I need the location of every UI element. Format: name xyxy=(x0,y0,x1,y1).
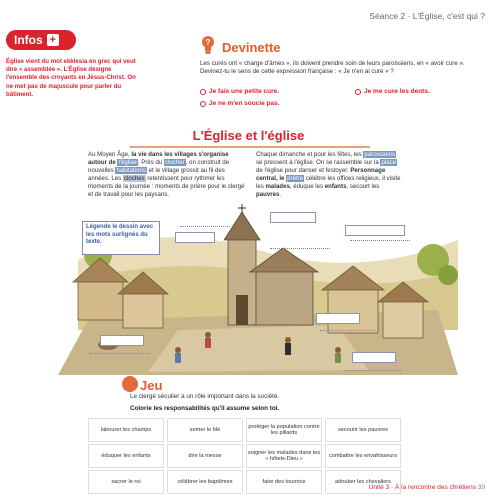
text-column-2 xyxy=(256,151,404,200)
text-column-1 xyxy=(88,151,246,200)
highlight-eglise: l'église xyxy=(118,159,137,167)
devinette-text: Les curés ont « charge d'âmes », ils doivent prendre soin de leurs paroissiens, en « avoir cure ». Devinez-tu le sens de cette expression française : « Je n'en ai cure » ? xyxy=(200,60,465,75)
section-underline xyxy=(130,146,370,148)
answer-line[interactable] xyxy=(180,226,230,227)
answer-line[interactable] xyxy=(270,248,330,249)
answer-line[interactable] xyxy=(320,330,376,331)
col2-t7: . xyxy=(279,191,282,199)
jeu-title: Jeu xyxy=(140,378,163,393)
col2-t1: Chaque dimanche et pour les fêtes, les xyxy=(256,151,364,158)
page-footer xyxy=(369,484,485,491)
grid-cell[interactable]: protéger la population contre les pillards xyxy=(246,418,322,442)
footer-unit: Unité 3 · À la rencontre des chrétiens xyxy=(368,484,476,491)
infos-badge xyxy=(6,30,76,50)
label-box[interactable] xyxy=(316,313,360,324)
grid-cell[interactable]: combattre les envahisseurs xyxy=(325,444,401,468)
highlight-pretre: prêtre xyxy=(287,175,304,183)
highlight-habitations: habitations xyxy=(116,167,146,175)
col2-t3: de l'église pour danser et festoyer. xyxy=(256,167,351,175)
grid-cell[interactable]: dire la messe xyxy=(167,444,243,468)
label-box[interactable] xyxy=(175,232,215,243)
col2-t6: , secourt les xyxy=(346,183,380,191)
grid-cell[interactable]: sacrer le roi xyxy=(88,470,164,494)
col1-t5: et le village grossit au fil des années. Les xyxy=(88,167,225,183)
col1-t4: , on construit de nouvelles xyxy=(88,159,230,175)
label-box[interactable] xyxy=(270,212,316,223)
lightbulb-icon xyxy=(200,35,216,55)
svg-text:?: ? xyxy=(205,38,211,47)
label-box[interactable] xyxy=(100,335,144,346)
grid-cell[interactable]: semer le blé xyxy=(167,418,243,442)
answer-line[interactable] xyxy=(345,370,401,371)
highlight-place: place xyxy=(381,159,397,167)
choice-1-label: Je fais une petite cure. xyxy=(209,88,280,95)
plus-icon: + xyxy=(47,34,59,46)
col2-b2: malades xyxy=(265,183,290,191)
answer-line[interactable] xyxy=(350,240,410,241)
highlight-clocher: clocher xyxy=(165,159,185,167)
devinette-title: Devinette xyxy=(222,40,281,55)
highlight-cloches: cloches xyxy=(123,175,145,183)
col2-b3: enfants xyxy=(324,183,347,191)
col2-t4: célèbre les offices religieux, il visite les xyxy=(256,175,401,191)
col1-t2: la vie dans les villages s'organise autour de xyxy=(88,151,229,167)
grid-cell[interactable]: faire des tournois xyxy=(246,470,322,494)
grid-cell[interactable]: éduquer les enfants xyxy=(88,444,164,468)
grid-cell[interactable]: célébrer les baptêmes xyxy=(167,470,243,494)
section-title: L'Église et l'église xyxy=(192,128,305,143)
choice-3[interactable] xyxy=(200,100,280,107)
radio-circle-icon xyxy=(355,89,361,95)
col1-t3: . Près du xyxy=(137,159,165,167)
radio-circle-icon xyxy=(200,89,206,95)
page-number: 39 xyxy=(477,484,485,491)
infos-label: Infos xyxy=(14,33,43,47)
grid-cell[interactable]: soigner les malades dans les « hôtels-Dieu » xyxy=(246,444,322,468)
grid-cell[interactable]: secourir les pauvres xyxy=(325,418,401,442)
choice-2-label: Je me cure les dents. xyxy=(364,88,430,95)
infos-text: Église vient du mot ekklesia en grec qui veut dire « assemblée ». L'Église désigne l'ensemble des croyants en Jésus-Christ. On ne met pas de majuscule pour parler du bâtiment. xyxy=(6,58,136,98)
jeu-text-1: Le clergé séculier a un rôle important dans la société. xyxy=(130,393,280,400)
jeu-text-2: Colorie les responsabilités qu'il assume selon toi. xyxy=(130,405,280,412)
label-box[interactable] xyxy=(352,352,396,363)
col1-t1: Au Moyen Âge, xyxy=(88,151,132,158)
responsibilities-grid xyxy=(88,418,398,494)
choice-2[interactable] xyxy=(355,88,430,95)
grid-cell[interactable]: adouber les chevaliers xyxy=(325,470,401,494)
answer-line[interactable] xyxy=(90,353,150,354)
die-icon xyxy=(122,376,138,392)
col2-t5: , éduque les xyxy=(289,183,325,191)
choice-3-label: Je ne m'en soucie pas. xyxy=(209,100,280,107)
label-box[interactable] xyxy=(345,225,405,236)
grid-cell[interactable]: labourer les champs xyxy=(88,418,164,442)
col2-t2: se pressent à l'église. On se rassemble sur la xyxy=(256,159,381,167)
col2-b4: pauvres xyxy=(256,191,280,199)
col1-t7: retentissent pour rythmer les moments de la journée : moments de prière pour le clergé et de travail pour les paysans. xyxy=(88,175,245,199)
choice-1[interactable] xyxy=(200,88,279,95)
col2-b1: Personnage central, le xyxy=(256,167,386,183)
radio-circle-icon xyxy=(200,101,206,107)
legend-instruction: Légende le dessin avec les mots surlignés du texte. xyxy=(82,221,160,255)
highlight-paroissiens: paroissiens xyxy=(364,151,396,158)
session-header: Séance 2 · L'Église, c'est qui ? xyxy=(369,11,485,21)
